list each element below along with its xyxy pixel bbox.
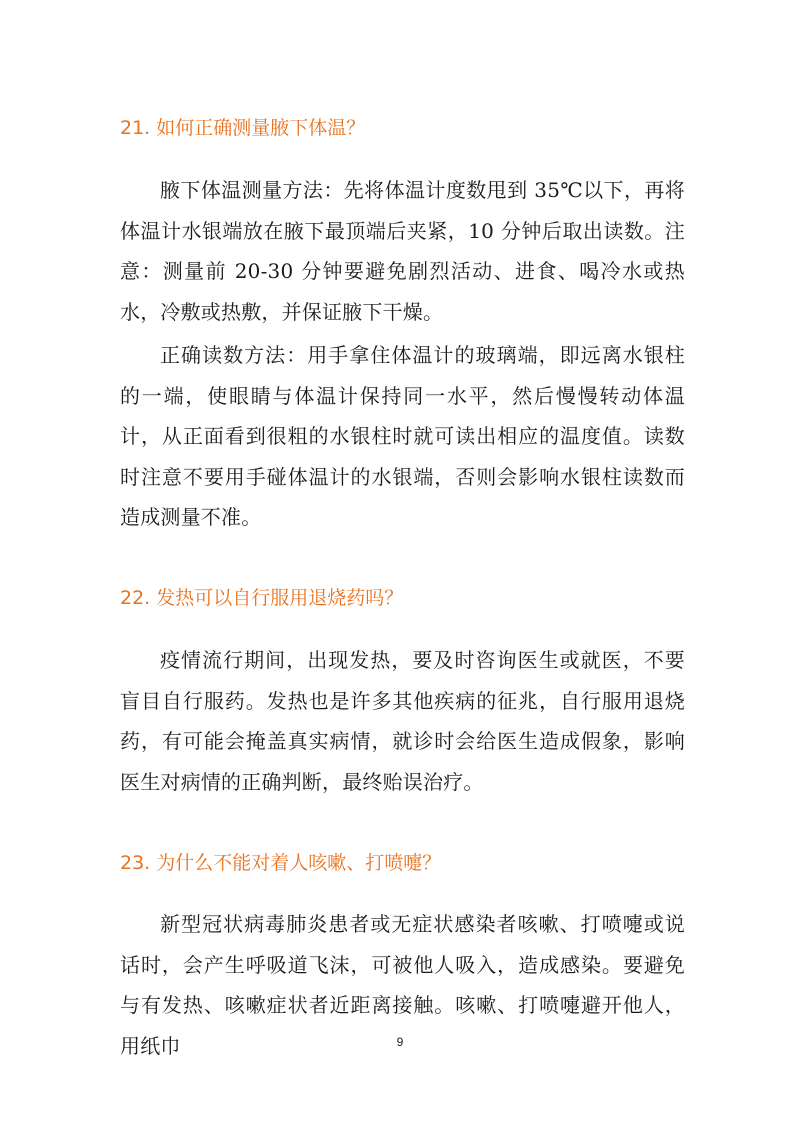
page-number: 9 <box>396 1035 404 1049</box>
paragraph-axillary-measurement: 腋下体温测量方法：先将体温计度数甩到 35℃以下，再将体温计水银端放在腋下最顶端后夹紧，10 分钟后取出读数。注意：测量前 20-30 分钟要避免剧烈活动、进食、喝冷水或热水，冷敷或热敷，并保证腋下干燥。 <box>120 178 685 324</box>
section-heading-21: 21. 如何正确测量腋下体温？ <box>120 117 366 139</box>
paragraph-reading-method: 正确读数方法：用手拿住体温计的玻璃端，即远离水银柱的一端，使眼睛与体温计保持同一水平，然后慢慢转动体温计，从正面看到很粗的水银柱时就可读出相应的温度值。读数时注意不要用手碰体温计的水银端，否则会影响水银柱读数而造成测量不准。 <box>120 343 685 529</box>
paragraph-cough-sneeze: 新型冠状病毒肺炎患者或无症状感染者咳嗽、打喷嚏或说话时，会产生呼吸道飞沫，可被他人吸入，造成感染。要避免与有发热、咳嗽症状者近距离接触。咳嗽、打喷嚏避开他人，用纸巾 <box>120 912 685 1058</box>
paragraph-fever-medication: 疫情流行期间，出现发热，要及时咨询医生或就医，不要盲目自行服药。发热也是许多其他疾病的征兆，自行服用退烧药，有可能会掩盖真实病情，就诊时会给医生造成假象，影响医生对病情的正确判断，最终贻误治疗。 <box>120 648 685 794</box>
section-heading-22: 22. 发热可以自行服用退烧药吗？ <box>120 587 404 609</box>
section-heading-23: 23. 为什么不能对着人咳嗽、打喷嚏？ <box>120 852 442 874</box>
